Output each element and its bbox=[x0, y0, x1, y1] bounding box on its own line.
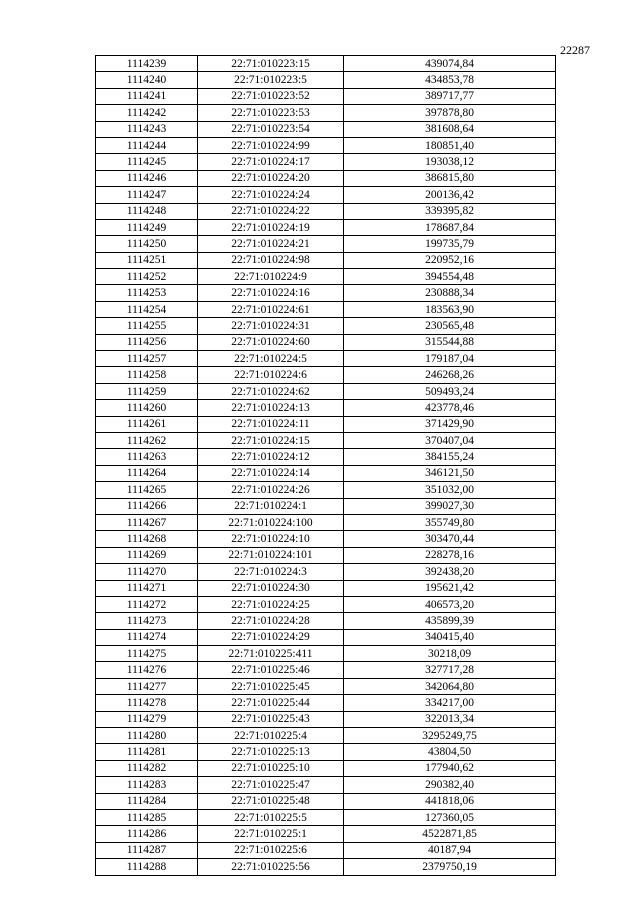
record-number-cell: 1114264 bbox=[96, 465, 198, 481]
table-row bbox=[96, 711, 556, 727]
table-row bbox=[96, 449, 556, 465]
record-number-cell: 1114287 bbox=[96, 842, 198, 858]
cadastral-number-cell: 22:71:010225:45 bbox=[198, 678, 344, 694]
table-row bbox=[96, 695, 556, 711]
cadastral-value-cell: 290382,40 bbox=[344, 777, 556, 793]
record-number-cell: 1114244 bbox=[96, 137, 198, 153]
cadastral-value-cell: 392438,20 bbox=[344, 564, 556, 580]
cadastral-number-cell: 22:71:010225:48 bbox=[198, 793, 344, 809]
record-number-cell: 1114276 bbox=[96, 662, 198, 678]
cadastral-number-cell: 22:71:010224:99 bbox=[198, 137, 344, 153]
cadastral-number-cell: 22:71:010225:411 bbox=[198, 646, 344, 662]
cadastral-number-cell: 22:71:010224:15 bbox=[198, 432, 344, 448]
cadastral-value-cell: 2379750,19 bbox=[344, 859, 556, 875]
cadastral-value-cell: 381608,64 bbox=[344, 121, 556, 137]
cadastral-number-cell: 22:71:010225:56 bbox=[198, 859, 344, 875]
record-number-cell: 1114240 bbox=[96, 72, 198, 88]
page-number: 22287 bbox=[560, 43, 590, 57]
cadastral-number-cell: 22:71:010224:10 bbox=[198, 531, 344, 547]
table-row bbox=[96, 187, 556, 203]
cadastral-number-cell: 22:71:010224:26 bbox=[198, 482, 344, 498]
record-number-cell: 1114274 bbox=[96, 629, 198, 645]
record-number-cell: 1114279 bbox=[96, 711, 198, 727]
record-number-cell: 1114254 bbox=[96, 301, 198, 317]
cadastral-value-cell: 178687,84 bbox=[344, 219, 556, 235]
record-number-cell: 1114273 bbox=[96, 613, 198, 629]
cadastral-value-cell: 230565,48 bbox=[344, 318, 556, 334]
record-number-cell: 1114242 bbox=[96, 105, 198, 121]
cadastral-value-cell: 127360,05 bbox=[344, 809, 556, 825]
cadastral-number-cell: 22:71:010225:47 bbox=[198, 777, 344, 793]
record-number-cell: 1114257 bbox=[96, 351, 198, 367]
cadastral-value-cell: 346121,50 bbox=[344, 465, 556, 481]
cadastral-value-cell: 334217,00 bbox=[344, 695, 556, 711]
cadastral-number-cell: 22:71:010224:3 bbox=[198, 564, 344, 580]
cadastral-value-cell: 423778,46 bbox=[344, 400, 556, 416]
record-number-cell: 1114278 bbox=[96, 695, 198, 711]
cadastral-value-cell: 340415,40 bbox=[344, 629, 556, 645]
table-row bbox=[96, 400, 556, 416]
record-number-cell: 1114258 bbox=[96, 367, 198, 383]
cadastral-number-cell: 22:71:010224:31 bbox=[198, 318, 344, 334]
cadastral-number-cell: 22:71:010224:6 bbox=[198, 367, 344, 383]
cadastral-number-cell: 22:71:010225:4 bbox=[198, 728, 344, 744]
record-number-cell: 1114263 bbox=[96, 449, 198, 465]
table-row bbox=[96, 432, 556, 448]
table-row bbox=[96, 580, 556, 596]
table-row bbox=[96, 334, 556, 350]
cadastral-value-cell: 327717,28 bbox=[344, 662, 556, 678]
record-number-cell: 1114249 bbox=[96, 219, 198, 235]
table-row bbox=[96, 219, 556, 235]
table-row bbox=[96, 154, 556, 170]
cadastral-value-cell: 220952,16 bbox=[344, 252, 556, 268]
table-row bbox=[96, 367, 556, 383]
record-number-cell: 1114275 bbox=[96, 646, 198, 662]
cadastral-value-cell: 43804,50 bbox=[344, 744, 556, 760]
record-number-cell: 1114284 bbox=[96, 793, 198, 809]
cadastral-number-cell: 22:71:010224:61 bbox=[198, 301, 344, 317]
table-row bbox=[96, 613, 556, 629]
cadastral-value-cell: 355749,80 bbox=[344, 514, 556, 530]
cadastral-value-cell: 351032,00 bbox=[344, 482, 556, 498]
table-row bbox=[96, 728, 556, 744]
cadastral-number-cell: 22:71:010224:12 bbox=[198, 449, 344, 465]
cadastral-value-cell: 180851,40 bbox=[344, 137, 556, 153]
cadastral-value-cell: 183563,90 bbox=[344, 301, 556, 317]
record-number-cell: 1114246 bbox=[96, 170, 198, 186]
cadastral-value-cell: 371429,90 bbox=[344, 416, 556, 432]
record-number-cell: 1114268 bbox=[96, 531, 198, 547]
cadastral-number-cell: 22:71:010224:5 bbox=[198, 351, 344, 367]
cadastral-value-cell: 4522871,85 bbox=[344, 826, 556, 842]
cadastral-value-cell: 389717,77 bbox=[344, 88, 556, 104]
cadastral-value-cell: 339395,82 bbox=[344, 203, 556, 219]
cadastral-number-cell: 22:71:010224:25 bbox=[198, 596, 344, 612]
cadastral-value-cell: 195621,42 bbox=[344, 580, 556, 596]
cadastral-value-cell: 315544,88 bbox=[344, 334, 556, 350]
table-row bbox=[96, 826, 556, 842]
cadastral-number-cell: 22:71:010224:24 bbox=[198, 187, 344, 203]
record-number-cell: 1114256 bbox=[96, 334, 198, 350]
record-number-cell: 1114282 bbox=[96, 760, 198, 776]
table-row bbox=[96, 809, 556, 825]
record-number-cell: 1114253 bbox=[96, 285, 198, 301]
cadastral-number-cell: 22:71:010225:10 bbox=[198, 760, 344, 776]
record-number-cell: 1114245 bbox=[96, 154, 198, 170]
cadastral-value-cell: 30218,09 bbox=[344, 646, 556, 662]
table-row bbox=[96, 760, 556, 776]
cadastral-value-cell: 406573,20 bbox=[344, 596, 556, 612]
cadastral-value-table bbox=[95, 55, 556, 876]
cadastral-value-cell: 193038,12 bbox=[344, 154, 556, 170]
cadastral-value-cell: 3295249,75 bbox=[344, 728, 556, 744]
record-number-cell: 1114270 bbox=[96, 564, 198, 580]
cadastral-number-cell: 22:71:010224:101 bbox=[198, 547, 344, 563]
cadastral-number-cell: 22:71:010224:62 bbox=[198, 383, 344, 399]
cadastral-number-cell: 22:71:010223:15 bbox=[198, 56, 344, 72]
table-row bbox=[96, 465, 556, 481]
table-row bbox=[96, 351, 556, 367]
record-number-cell: 1114255 bbox=[96, 318, 198, 334]
cadastral-number-cell: 22:71:010225:1 bbox=[198, 826, 344, 842]
record-number-cell: 1114265 bbox=[96, 482, 198, 498]
cadastral-value-cell: 40187,94 bbox=[344, 842, 556, 858]
record-number-cell: 1114262 bbox=[96, 432, 198, 448]
record-number-cell: 1114260 bbox=[96, 400, 198, 416]
table-row bbox=[96, 301, 556, 317]
cadastral-value-cell: 179187,04 bbox=[344, 351, 556, 367]
cadastral-value-cell: 246268,26 bbox=[344, 367, 556, 383]
table-row bbox=[96, 88, 556, 104]
cadastral-value-cell: 435899,39 bbox=[344, 613, 556, 629]
cadastral-number-cell: 22:71:010223:53 bbox=[198, 105, 344, 121]
cadastral-number-cell: 22:71:010225:5 bbox=[198, 809, 344, 825]
record-number-cell: 1114288 bbox=[96, 859, 198, 875]
table-row bbox=[96, 859, 556, 875]
cadastral-number-cell: 22:71:010224:30 bbox=[198, 580, 344, 596]
table-row bbox=[96, 482, 556, 498]
cadastral-value-cell: 177940,62 bbox=[344, 760, 556, 776]
cadastral-value-cell: 322013,34 bbox=[344, 711, 556, 727]
table-row bbox=[96, 842, 556, 858]
table-row bbox=[96, 662, 556, 678]
cadastral-number-cell: 22:71:010224:98 bbox=[198, 252, 344, 268]
table-row bbox=[96, 629, 556, 645]
table-row bbox=[96, 531, 556, 547]
cadastral-number-cell: 22:71:010224:20 bbox=[198, 170, 344, 186]
cadastral-value-cell: 370407,04 bbox=[344, 432, 556, 448]
table-row bbox=[96, 596, 556, 612]
table-row bbox=[96, 121, 556, 137]
table-row bbox=[96, 547, 556, 563]
cadastral-value-cell: 200136,42 bbox=[344, 187, 556, 203]
record-number-cell: 1114261 bbox=[96, 416, 198, 432]
cadastral-number-cell: 22:71:010223:52 bbox=[198, 88, 344, 104]
record-number-cell: 1114250 bbox=[96, 236, 198, 252]
cadastral-number-cell: 22:71:010225:43 bbox=[198, 711, 344, 727]
table-row bbox=[96, 318, 556, 334]
cadastral-value-cell: 434853,78 bbox=[344, 72, 556, 88]
table-row bbox=[96, 269, 556, 285]
table-row bbox=[96, 72, 556, 88]
cadastral-number-cell: 22:71:010224:16 bbox=[198, 285, 344, 301]
table-row bbox=[96, 416, 556, 432]
table-row bbox=[96, 252, 556, 268]
record-number-cell: 1114267 bbox=[96, 514, 198, 530]
table-row bbox=[96, 564, 556, 580]
cadastral-number-cell: 22:71:010224:29 bbox=[198, 629, 344, 645]
cadastral-number-cell: 22:71:010225:46 bbox=[198, 662, 344, 678]
record-number-cell: 1114281 bbox=[96, 744, 198, 760]
record-number-cell: 1114251 bbox=[96, 252, 198, 268]
record-number-cell: 1114239 bbox=[96, 56, 198, 72]
table-row bbox=[96, 678, 556, 694]
cadastral-number-cell: 22:71:010224:21 bbox=[198, 236, 344, 252]
table-row bbox=[96, 170, 556, 186]
record-number-cell: 1114271 bbox=[96, 580, 198, 596]
table-row bbox=[96, 105, 556, 121]
cadastral-number-cell: 22:71:010225:13 bbox=[198, 744, 344, 760]
record-number-cell: 1114286 bbox=[96, 826, 198, 842]
cadastral-number-cell: 22:71:010224:28 bbox=[198, 613, 344, 629]
cadastral-value-cell: 342064,80 bbox=[344, 678, 556, 694]
record-number-cell: 1114285 bbox=[96, 809, 198, 825]
table-row bbox=[96, 203, 556, 219]
table-row bbox=[96, 793, 556, 809]
cadastral-number-cell: 22:71:010224:13 bbox=[198, 400, 344, 416]
table-body bbox=[96, 56, 556, 876]
cadastral-number-cell: 22:71:010224:17 bbox=[198, 154, 344, 170]
record-number-cell: 1114252 bbox=[96, 269, 198, 285]
cadastral-value-cell: 228278,16 bbox=[344, 547, 556, 563]
cadastral-value-cell: 394554,48 bbox=[344, 269, 556, 285]
table-row bbox=[96, 744, 556, 760]
cadastral-number-cell: 22:71:010225:44 bbox=[198, 695, 344, 711]
cadastral-value-cell: 230888,34 bbox=[344, 285, 556, 301]
cadastral-number-cell: 22:71:010224:14 bbox=[198, 465, 344, 481]
table-row bbox=[96, 646, 556, 662]
cadastral-number-cell: 22:71:010224:100 bbox=[198, 514, 344, 530]
cadastral-value-cell: 199735,79 bbox=[344, 236, 556, 252]
cadastral-number-cell: 22:71:010224:1 bbox=[198, 498, 344, 514]
record-number-cell: 1114259 bbox=[96, 383, 198, 399]
record-number-cell: 1114243 bbox=[96, 121, 198, 137]
cadastral-value-cell: 441818,06 bbox=[344, 793, 556, 809]
cadastral-number-cell: 22:71:010224:11 bbox=[198, 416, 344, 432]
cadastral-value-cell: 384155,24 bbox=[344, 449, 556, 465]
record-number-cell: 1114283 bbox=[96, 777, 198, 793]
record-number-cell: 1114248 bbox=[96, 203, 198, 219]
cadastral-number-cell: 22:71:010224:22 bbox=[198, 203, 344, 219]
table-row bbox=[96, 285, 556, 301]
cadastral-value-cell: 386815,80 bbox=[344, 170, 556, 186]
table-row bbox=[96, 236, 556, 252]
cadastral-value-cell: 399027,30 bbox=[344, 498, 556, 514]
table-row bbox=[96, 498, 556, 514]
cadastral-value-cell: 509493,24 bbox=[344, 383, 556, 399]
table-row bbox=[96, 56, 556, 72]
table-row bbox=[96, 383, 556, 399]
cadastral-number-cell: 22:71:010223:54 bbox=[198, 121, 344, 137]
record-number-cell: 1114272 bbox=[96, 596, 198, 612]
record-number-cell: 1114247 bbox=[96, 187, 198, 203]
record-number-cell: 1114241 bbox=[96, 88, 198, 104]
cadastral-number-cell: 22:71:010225:6 bbox=[198, 842, 344, 858]
cadastral-value-cell: 397878,80 bbox=[344, 105, 556, 121]
table-row bbox=[96, 777, 556, 793]
table-row bbox=[96, 514, 556, 530]
cadastral-value-cell: 303470,44 bbox=[344, 531, 556, 547]
cadastral-number-cell: 22:71:010223:5 bbox=[198, 72, 344, 88]
cadastral-number-cell: 22:71:010224:19 bbox=[198, 219, 344, 235]
cadastral-number-cell: 22:71:010224:60 bbox=[198, 334, 344, 350]
cadastral-number-cell: 22:71:010224:9 bbox=[198, 269, 344, 285]
record-number-cell: 1114266 bbox=[96, 498, 198, 514]
table-row bbox=[96, 137, 556, 153]
record-number-cell: 1114269 bbox=[96, 547, 198, 563]
record-number-cell: 1114277 bbox=[96, 678, 198, 694]
record-number-cell: 1114280 bbox=[96, 728, 198, 744]
cadastral-value-cell: 439074,84 bbox=[344, 56, 556, 72]
